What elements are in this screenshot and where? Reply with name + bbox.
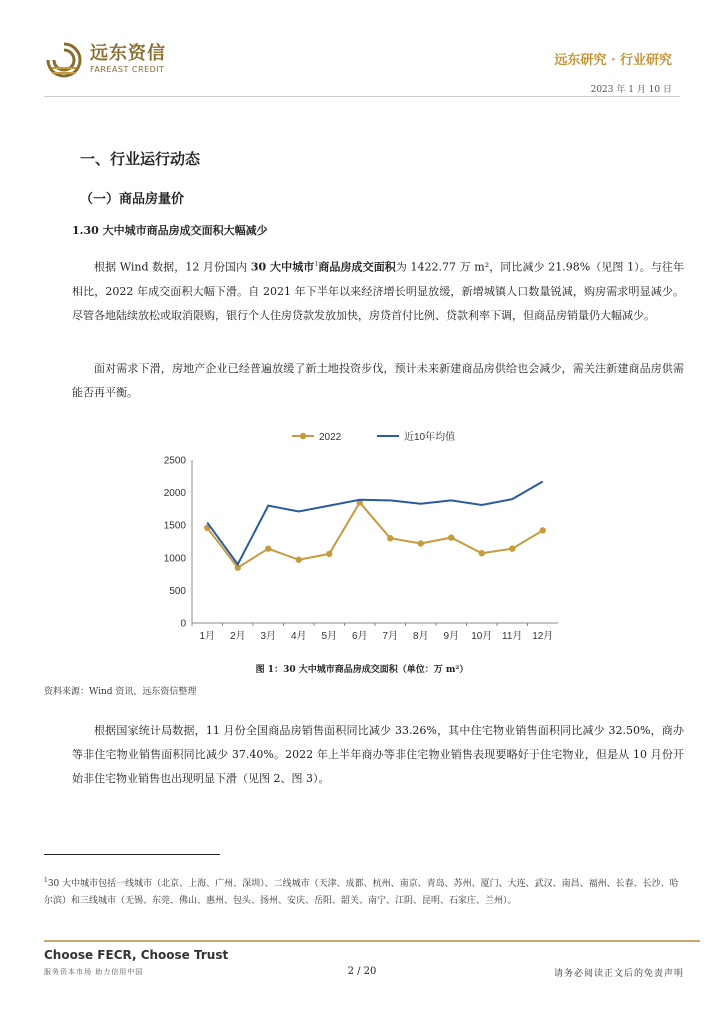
page-number: 2 / 20 bbox=[347, 966, 377, 977]
data-point bbox=[265, 545, 271, 551]
footer-slogan: Choose FECR, Choose Trust bbox=[44, 948, 229, 962]
p1-text-d: 为 1422.77 万 m²，同比减少 21.98%（见图 1）。与往年相比，2022 年成交面积大幅下滑。自 2021 年下半年以来经济增长明显放缓，新增城镇人口数量锐减，购房需求明显减少。尽管各地陆续放松或取消限购，银行个人住房贷款发放加快，房贷首付比例、贷款利率下调，但商品房销量仍大幅减少。 bbox=[72, 260, 684, 322]
data-point bbox=[387, 535, 393, 541]
footnote-ref[interactable]: 1 bbox=[314, 261, 319, 268]
x-tick-label: 11月 bbox=[502, 631, 523, 642]
legend-marker-0 bbox=[300, 433, 306, 439]
y-tick-label: 1500 bbox=[163, 520, 186, 532]
y-tick-label: 0 bbox=[180, 618, 186, 630]
x-tick-label: 8月 bbox=[412, 631, 429, 642]
section-heading: 一、行业运行动态 bbox=[80, 150, 201, 168]
paragraph-2: 面对需求下滑，房地产企业已经普遍放缓了新土地投资步伐，预计未来新建商品房供给也会减少，需关注新建商品房供需能否再平衡。 bbox=[72, 362, 684, 399]
line-chart bbox=[150, 420, 570, 650]
paragraph-3: 根据国家统计局数据，11 月份全国商品房销售面积同比减少 33.26%，其中住宅物业销售面积同比减少 32.50%，商办等非住宅物业销售面积同比减少 37.40%。2022 年上半年商办等非住宅物业销售表现要略好于住宅物业，但是从 10 月份开始非住宅物业销售也出现明显下滑（见图 2、图 3）。 bbox=[72, 724, 684, 785]
y-tick-label: 2000 bbox=[163, 488, 186, 500]
data-point bbox=[418, 540, 424, 546]
legend-label-0: 2022 bbox=[319, 432, 342, 443]
data-source: 资料来源：Wind 资讯，远东资信整理 bbox=[44, 687, 197, 697]
x-tick-label: 9月 bbox=[443, 631, 460, 642]
y-tick-label: 1000 bbox=[163, 553, 186, 565]
footer-slogan-sub: 服务资本市场 助力信用中国 bbox=[44, 968, 144, 976]
x-tick-label: 3月 bbox=[260, 631, 277, 642]
report-date: 2023 年 1 月 10 日 bbox=[590, 85, 672, 95]
footnote bbox=[44, 872, 684, 910]
data-point bbox=[326, 551, 332, 557]
figure-caption: 图 1：30 大中城市商品房成交面积（单位：万 m²） bbox=[255, 665, 469, 675]
footnote-divider bbox=[44, 854, 220, 855]
x-tick-label: 5月 bbox=[321, 631, 338, 642]
x-tick-label: 1月 bbox=[199, 631, 216, 642]
y-tick-label: 2500 bbox=[163, 455, 186, 467]
x-tick-label: 7月 bbox=[382, 631, 399, 642]
logo-en-text: FAREAST CREDIT bbox=[90, 65, 165, 74]
paragraph-1 bbox=[72, 253, 684, 328]
header-divider bbox=[44, 96, 680, 97]
subsection-heading: （一）商品房量价 bbox=[80, 192, 185, 207]
data-point bbox=[296, 557, 302, 563]
footnote-mark: 1 bbox=[44, 877, 48, 884]
x-tick-label: 10月 bbox=[471, 631, 493, 642]
logo-icon bbox=[44, 40, 84, 80]
p1-text-b: 30 大中城市 bbox=[250, 260, 315, 274]
report-series: 远东研究 · 行业研究 bbox=[554, 53, 672, 68]
footnote-text: 30 大中城市包括一线城市（北京、上海、广州、深圳）、二线城市（天津、成都、杭州、南京、青岛、苏州、厦门、大连、武汉、南昌、福州、长春、长沙、哈尔滨）和三线城市（无锡、东莞、佛山、惠州、包头、扬州、安庆、岳阳、韶关、南宁、江阴、昆明、石家庄、兰州）。 bbox=[44, 879, 679, 906]
data-point bbox=[448, 534, 454, 540]
series-line-0 bbox=[207, 502, 543, 567]
x-tick-label: 12月 bbox=[532, 631, 554, 642]
company-logo bbox=[44, 40, 204, 80]
x-tick-label: 4月 bbox=[290, 631, 307, 642]
logo-cn-text: 远东资信 bbox=[90, 43, 166, 64]
data-point bbox=[479, 550, 485, 556]
topic-heading: 1.30 大中城市商品房成交面积大幅减少 bbox=[72, 224, 268, 237]
x-tick-label: 6月 bbox=[351, 631, 368, 642]
p1-text-a: 根据 Wind 数据，12 月份国内 bbox=[94, 260, 251, 274]
x-tick-label: 2月 bbox=[229, 631, 246, 642]
data-point bbox=[540, 527, 546, 533]
footer-divider bbox=[44, 940, 700, 942]
data-point bbox=[509, 545, 515, 551]
legend-label-1: 近10年均值 bbox=[404, 432, 456, 443]
p1-text-c: 商品房成交面积 bbox=[318, 260, 396, 274]
y-tick-label: 500 bbox=[169, 585, 186, 597]
footer-disclaimer: 请务必阅读正文后的免责声明 bbox=[553, 969, 684, 979]
